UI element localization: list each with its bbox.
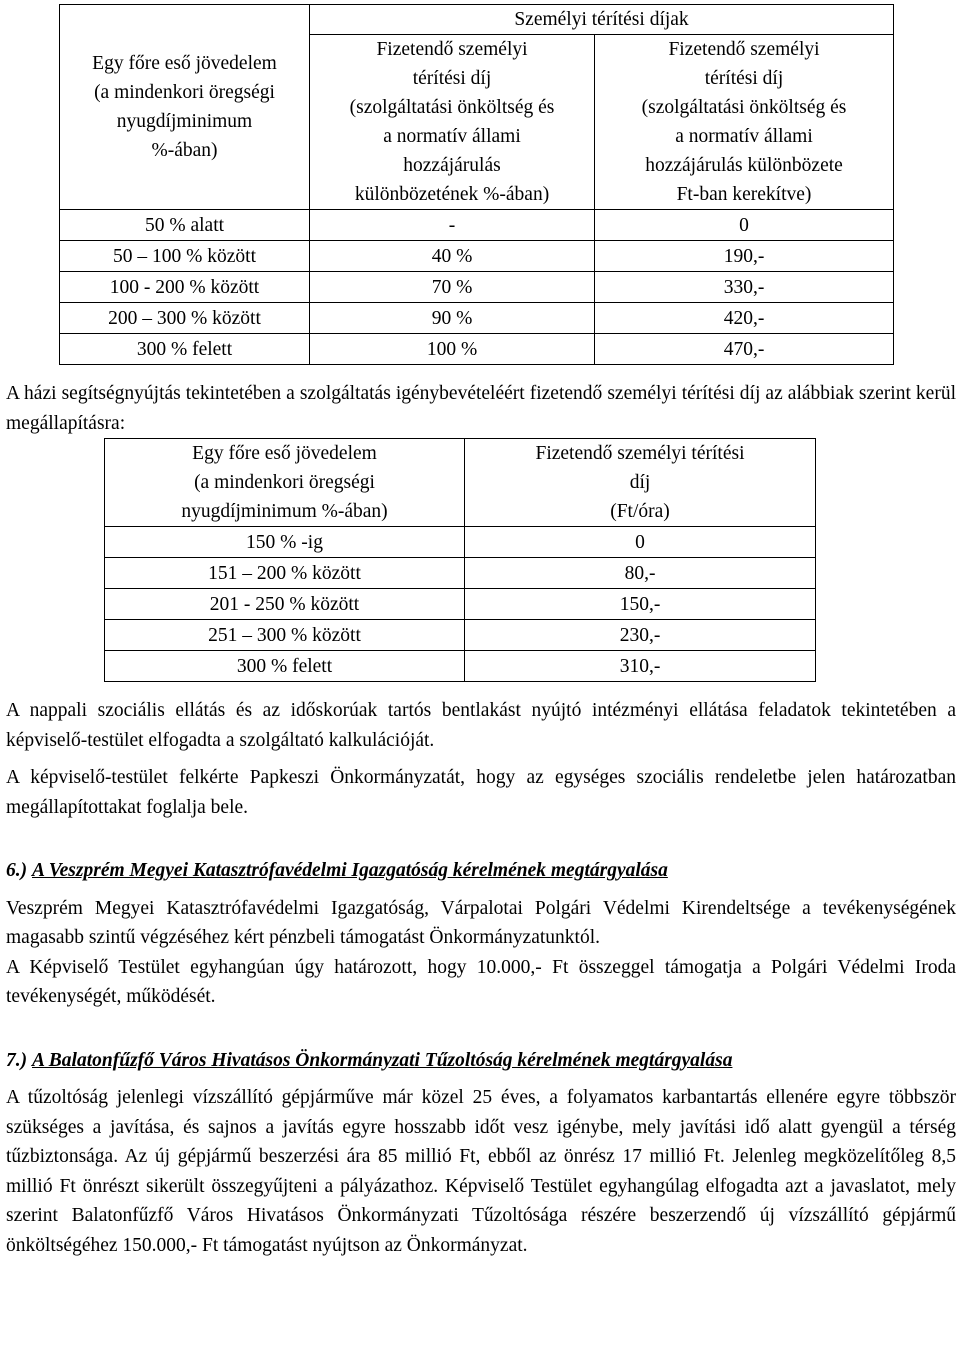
section-6-heading bbox=[6, 856, 956, 886]
table-row bbox=[60, 210, 894, 241]
header-line: térítési díj bbox=[704, 68, 784, 89]
fee-ft-header-cell bbox=[595, 35, 894, 210]
header-line: (szolgáltatási önköltség és bbox=[641, 97, 847, 118]
header-line: térítési díj bbox=[412, 68, 492, 89]
section-number: 6.) bbox=[6, 860, 28, 881]
table-row bbox=[105, 620, 816, 651]
table-row bbox=[60, 303, 894, 334]
header-line: Fizetendő személyi térítési bbox=[535, 443, 745, 464]
table-cell: 470,- bbox=[595, 334, 894, 365]
header-line: Egy főre eső jövedelem bbox=[192, 443, 377, 464]
table-row bbox=[105, 651, 816, 682]
section-7-heading bbox=[6, 1046, 956, 1076]
table-row bbox=[105, 558, 816, 589]
section-title: A Balatonfűzfő Város Hivatásos Önkormányzati Tűzoltóság kérelmének megtárgyalása bbox=[32, 1049, 733, 1071]
home-help-paragraph: A házi segítségnyújtás tekintetében a szolgáltatás igénybevételéért fizetendő személyi térítési díj az alábbiak szerint kerül megállapításra: bbox=[6, 383, 956, 434]
table-cell: 40 % bbox=[310, 241, 595, 272]
hourly-fee-header-cell bbox=[465, 439, 816, 527]
table-cell: 190,- bbox=[595, 241, 894, 272]
table-cell: 100 % bbox=[310, 334, 595, 365]
table-cell: 200 – 300 % között bbox=[60, 303, 310, 334]
header-line: nyugdíjminimum %-ában) bbox=[181, 501, 388, 522]
header-line: különbözetének %-ában) bbox=[354, 184, 550, 205]
section-7-paragraph-1: A tűzoltóság jelenlegi vízszállító gépjárműve már közel 25 éves, a folyamatos karbantartás ellenére egyre többször szükséges a javítása, és sajnos a javítás egyre hosszabb időt vesz igénybe, mely javítási idő alatt gyengül a térség tűzbiztonsága. Az új gépjármű beszerzési ára 85 millió Ft, ebből az önrész 17 millió Ft. Jelenleg megközelítőleg 8,5 millió Ft önrészt sikerült összegyűjteni a pályázathoz. Képviselő Testület egyhangúlag elfogadta azt a javaslatot, mely szerint Balatonfűzfő Város Hivatásos Önkormányzati Tűzoltósága részére beszerzendő új vízszállító gépjármű önköltségéhez 150.000,- Ft támogatást nyújtson az Önkormányzat. bbox=[6, 1087, 956, 1256]
header-line: (szolgáltatási önköltség és bbox=[349, 97, 555, 118]
table-cell: 100 - 200 % között bbox=[60, 272, 310, 303]
header-line: Fizetendő személyi bbox=[376, 39, 528, 60]
header-line: a normatív állami bbox=[383, 126, 521, 147]
income-header-line: nyugdíjminimum bbox=[116, 111, 253, 132]
income-header-cell bbox=[60, 5, 310, 210]
table-row bbox=[60, 241, 894, 272]
table-cell: 251 – 300 % között bbox=[105, 620, 465, 651]
table-cell: 70 % bbox=[310, 272, 595, 303]
document-page bbox=[6, 4, 956, 1260]
income-header-line: Egy főre eső jövedelem bbox=[92, 53, 277, 74]
header-line: díj bbox=[629, 472, 651, 493]
header-line: hozzájárulás különbözete bbox=[645, 155, 843, 176]
section-title: A Veszprém Megyei Katasztrófavédelmi Igazgatóság kérelmének megtárgyalása bbox=[32, 860, 668, 881]
table-cell: 150 % -ig bbox=[105, 527, 465, 558]
header-line: Fizetendő személyi bbox=[668, 39, 820, 60]
personal-fees-group-header: Személyi térítési díjak bbox=[310, 5, 894, 35]
header-line: (a mindenkori öregségi bbox=[194, 472, 375, 493]
request-paragraph: A képviselő-testület felkérte Papkeszi Önkormányzatát, hogy az egységes szociális rendeletbe jelen határozatban megállapítottakat foglalja bele. bbox=[6, 767, 956, 818]
income-header-cell bbox=[105, 439, 465, 527]
table-cell: 151 – 200 % között bbox=[105, 558, 465, 589]
table-cell: 50 % alatt bbox=[60, 210, 310, 241]
table-cell: 230,- bbox=[465, 620, 816, 651]
table-cell: 90 % bbox=[310, 303, 595, 334]
header-line: hozzájárulás bbox=[403, 155, 501, 176]
table-cell: 50 – 100 % között bbox=[60, 241, 310, 272]
table-cell: 0 bbox=[595, 210, 894, 241]
income-header-line: (a mindenkori öregségi bbox=[94, 82, 275, 103]
table-row bbox=[60, 272, 894, 303]
table-row bbox=[105, 589, 816, 620]
header-line: Ft-ban kerekítve) bbox=[676, 184, 812, 205]
income-header-line: %-ában) bbox=[151, 140, 218, 161]
table-row bbox=[105, 527, 816, 558]
header-line: a normatív állami bbox=[675, 126, 813, 147]
fee-percent-header-cell bbox=[310, 35, 595, 210]
table-cell: 150,- bbox=[465, 589, 816, 620]
table-cell: 300 % felett bbox=[105, 651, 465, 682]
table-cell: 300 % felett bbox=[60, 334, 310, 365]
header-line: (Ft/óra) bbox=[610, 501, 670, 522]
table-cell: 420,- bbox=[595, 303, 894, 334]
table-cell: 80,- bbox=[465, 558, 816, 589]
table-cell: - bbox=[310, 210, 595, 241]
day-care-paragraph: A nappali szociális ellátás és az időskorúak tartós bentlakást nyújtó intézményi ellátása feladatok tekintetében a képviselő-testület elfogadta a szolgáltató kalkulációját. bbox=[6, 700, 956, 751]
table-cell: 0 bbox=[465, 527, 816, 558]
table-cell: 310,- bbox=[465, 651, 816, 682]
home-help-fee-table bbox=[104, 438, 816, 682]
personal-fee-table bbox=[59, 4, 894, 365]
section-6-paragraph-1: Veszprém Megyei Katasztrófavédelmi Igazgatóság, Várpalotai Polgári Védelmi Kirendeltsége a tevékenységének magasabb szintű végzéséhez kért pénzbeli támogatást Önkormányzatunktól. bbox=[6, 897, 956, 948]
table-cell: 330,- bbox=[595, 272, 894, 303]
table-row bbox=[60, 334, 894, 365]
section-number: 7.) bbox=[6, 1049, 28, 1071]
section-6-paragraph-2: A Képviselő Testület egyhangúan úgy határozott, hogy 10.000,- Ft összeggel támogatja a Polgári Védelmi Iroda tevékenységét, működését. bbox=[6, 956, 956, 1007]
table-cell: 201 - 250 % között bbox=[105, 589, 465, 620]
